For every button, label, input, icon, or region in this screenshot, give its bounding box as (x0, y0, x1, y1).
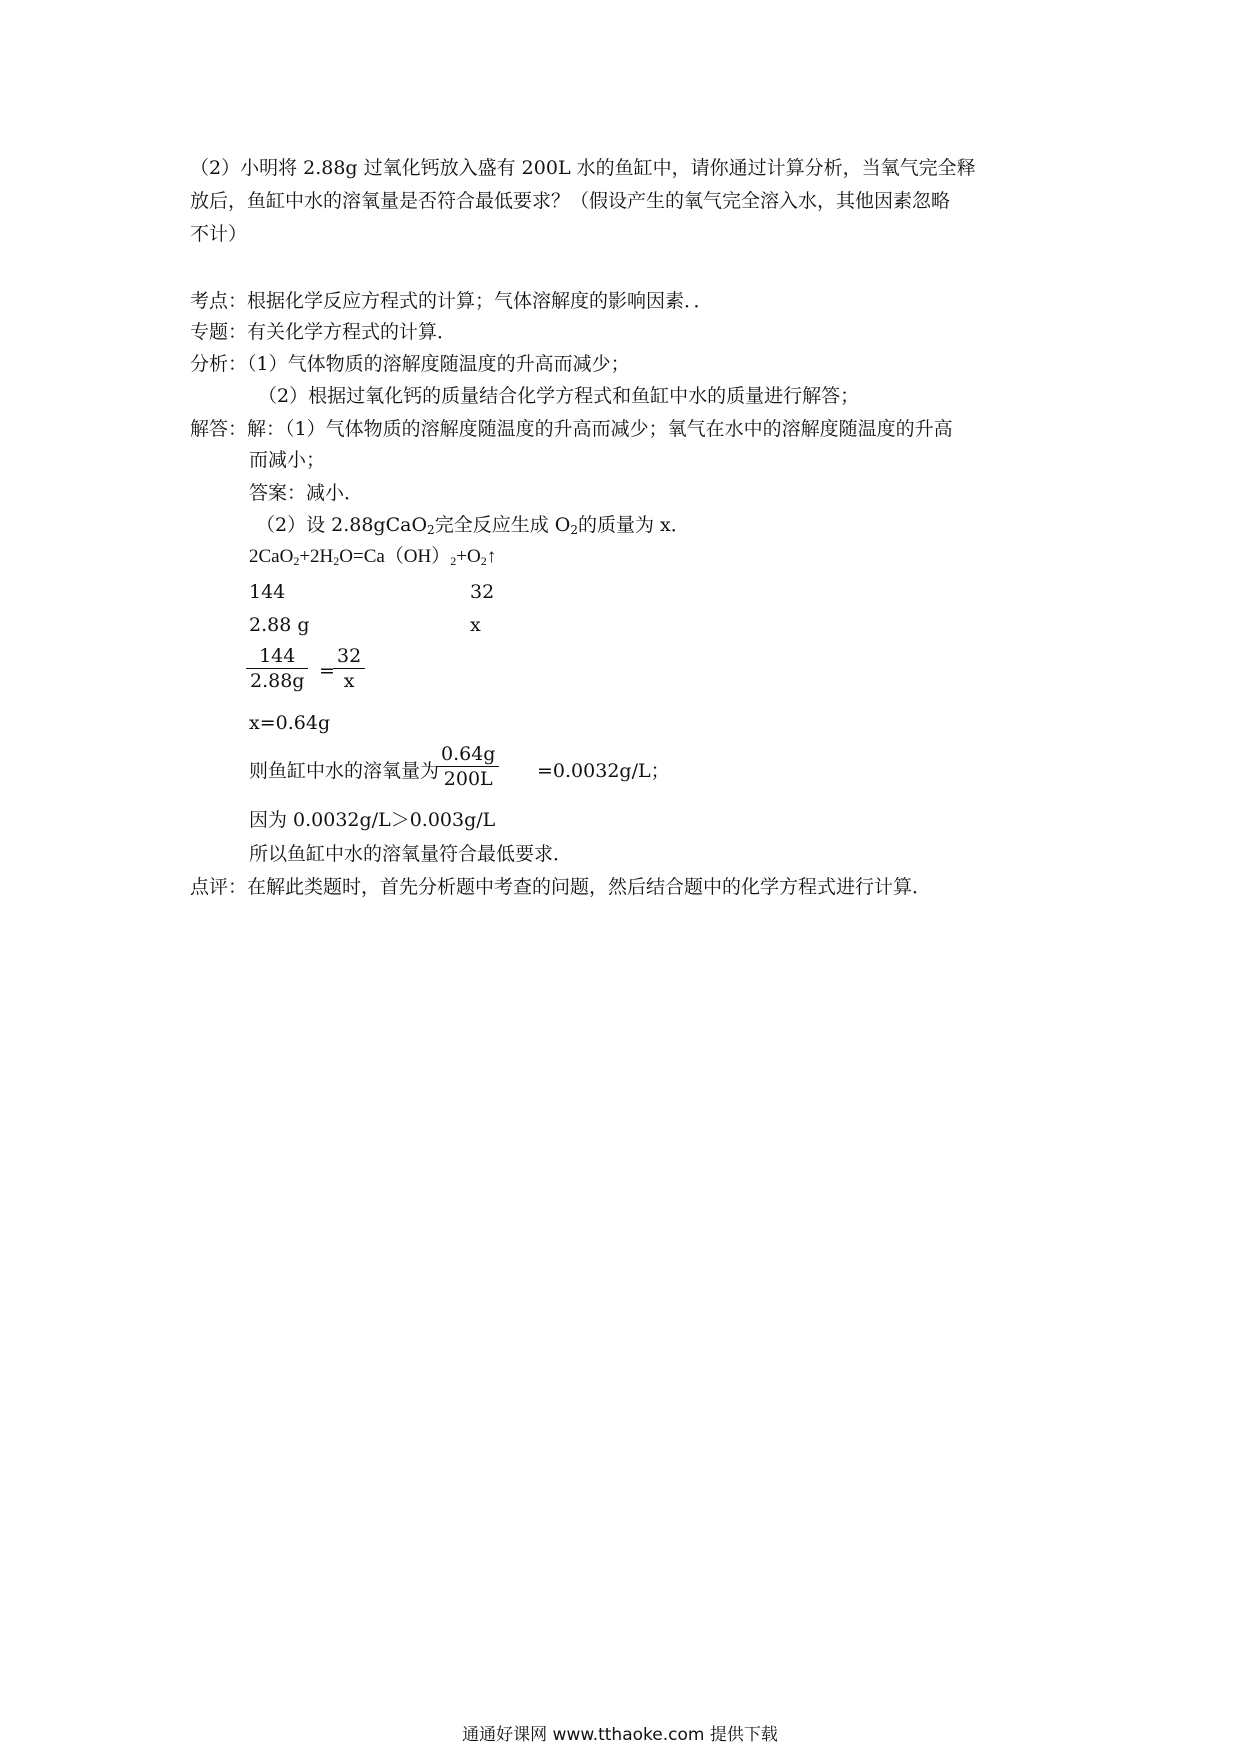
page-footer: 通通好课网 www.tthaoke.com 提供下载 (462, 1725, 778, 1745)
unknown-x: x (470, 614, 481, 636)
conclusion-line: 所以鱼缸中水的溶氧量符合最低要求． (249, 843, 573, 865)
comparison-line: 因为 0.0032g/L＞0.003g/L (249, 809, 496, 831)
proportion-right-fraction (333, 644, 365, 693)
oxygen-amount-suffix: =0.0032g/L； (537, 760, 670, 782)
fenxi-line-1: 分析：（1）气体物质的溶解度随温度的升高而减少； (190, 353, 630, 375)
oxygen-fraction (437, 742, 499, 791)
chemical-equation: $2CaO_2+2H_2O=Ca(OH)_2+O_2↑$ (249, 546, 497, 568)
setup-line: （2）设 2.88gCaO$_2$完全反应生成 $O_2$的质量为 x． (256, 514, 690, 537)
zhuanti-line: 专题：有关化学方程式的计算． (190, 321, 457, 343)
fraction-denominator: 2.88g (246, 668, 308, 693)
question-line-3: 不计） (190, 223, 248, 245)
jieda-line-2: 而减小； (249, 449, 326, 471)
fraction-denominator: 200L (437, 766, 499, 791)
question-line-1: （2）小明将 2.88g 过氧化钙放入盛有 200L 水的鱼缸中，请你通过计算分析，当氧气完全释 (190, 157, 976, 179)
kaodian-line: 考点：根据化学反应方程式的计算；气体溶解度的影响因素．． (190, 290, 713, 312)
fraction-numerator: 32 (337, 645, 362, 667)
fraction-denominator: x (333, 668, 365, 693)
fraction-numerator: 0.64g (441, 743, 496, 765)
equals-sign: = (319, 660, 335, 682)
fraction-numerator: 144 (259, 645, 296, 667)
jieda-line-1: 解答：解：（1）气体物质的溶解度随温度的升高而减少；氧气在水中的溶解度随温度的升高 (190, 418, 953, 440)
dianping-line: 点评：在解此类题时，首先分析题中考查的问题，然后结合题中的化学方程式进行计算． (190, 876, 932, 898)
proportion-left-fraction (246, 644, 308, 693)
x-result: x=0.64g (249, 712, 331, 734)
oxygen-amount-prefix: 则鱼缸中水的溶氧量为 (249, 760, 440, 782)
question-line-2: 放后，鱼缸中水的溶氧量是否符合最低要求？（假设产生的氧气完全溶入水，其他因素忽略 (190, 190, 951, 212)
fenxi-line-2: （2）根据过氧化钙的质量结合化学方程式和鱼缸中水的质量进行解答； (258, 385, 860, 407)
molar-mass-right: 32 (470, 581, 495, 603)
answer-1: 答案：减小． (249, 482, 364, 504)
given-mass: 2.88 g (249, 614, 310, 636)
molar-mass-left: 144 (249, 581, 286, 603)
